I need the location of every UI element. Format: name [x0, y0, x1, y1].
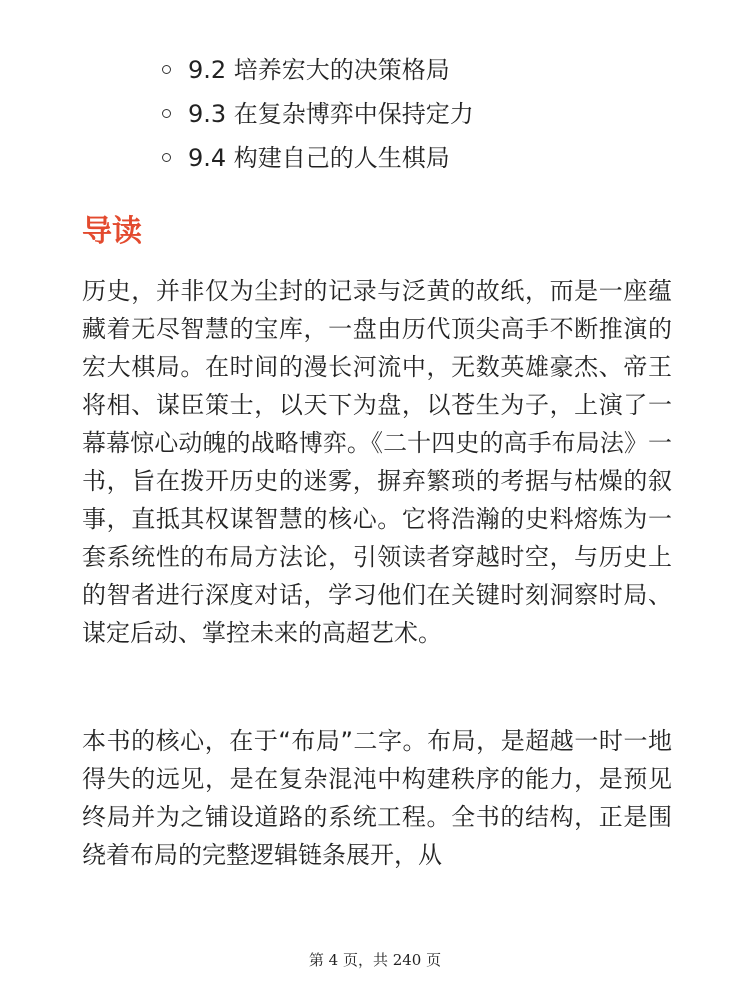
toc-item[interactable] — [0, 92, 750, 136]
table-of-contents — [0, 48, 750, 180]
body-paragraph: 历史，并非仅为尘封的记录与泛黄的故纸，而是一座蕴藏着无尽智慧的宝库，一盘由历代顶尖高手不断推演的宏大棋局。在时间的漫长河流中，无数英雄豪杰、帝王将相、谋臣策士，以天下为盘，以苍生为子，上演了一幕幕惊心动魄的战略博弈。《二十四史的高手布局法》一书，旨在拨开历史的迷雾，摒弃繁琐的考据与枯燥的叙事，直抵其权谋智慧的核心。它将浩瀚的史料熔炼为一套系统性的布局方法论，引领读者穿越时空，与历史上的智者进行深度对话，学习他们在关键时刻洞察时局、谋定后动、掌控未来的高超艺术。 — [82, 277, 672, 647]
hollow-circle-bullet-icon — [162, 65, 171, 74]
toc-item[interactable] — [0, 48, 750, 92]
toc-item-label: 9.4 构建自己的人生棋局 — [188, 144, 450, 172]
toc-item-label: 9.2 培养宏大的决策格局 — [188, 56, 450, 84]
hollow-circle-bullet-icon — [162, 109, 171, 118]
toc-item[interactable] — [0, 136, 750, 180]
section-heading: 导读 — [82, 214, 142, 249]
body-paragraph: 本书的核心，在于“布局”二字。布局，是超越一时一地得失的远见，是在复杂混沌中构建秩序的能力，是预见终局并为之铺设道路的系统工程。全书的结构，正是围绕着布局的完整逻辑链条展开，从 — [82, 727, 672, 869]
hollow-circle-bullet-icon — [162, 153, 171, 162]
toc-item-label: 9.3 在复杂博弈中保持定力 — [188, 100, 474, 128]
page-number-footer: 第 4 页，共 240 页 — [308, 951, 442, 969]
